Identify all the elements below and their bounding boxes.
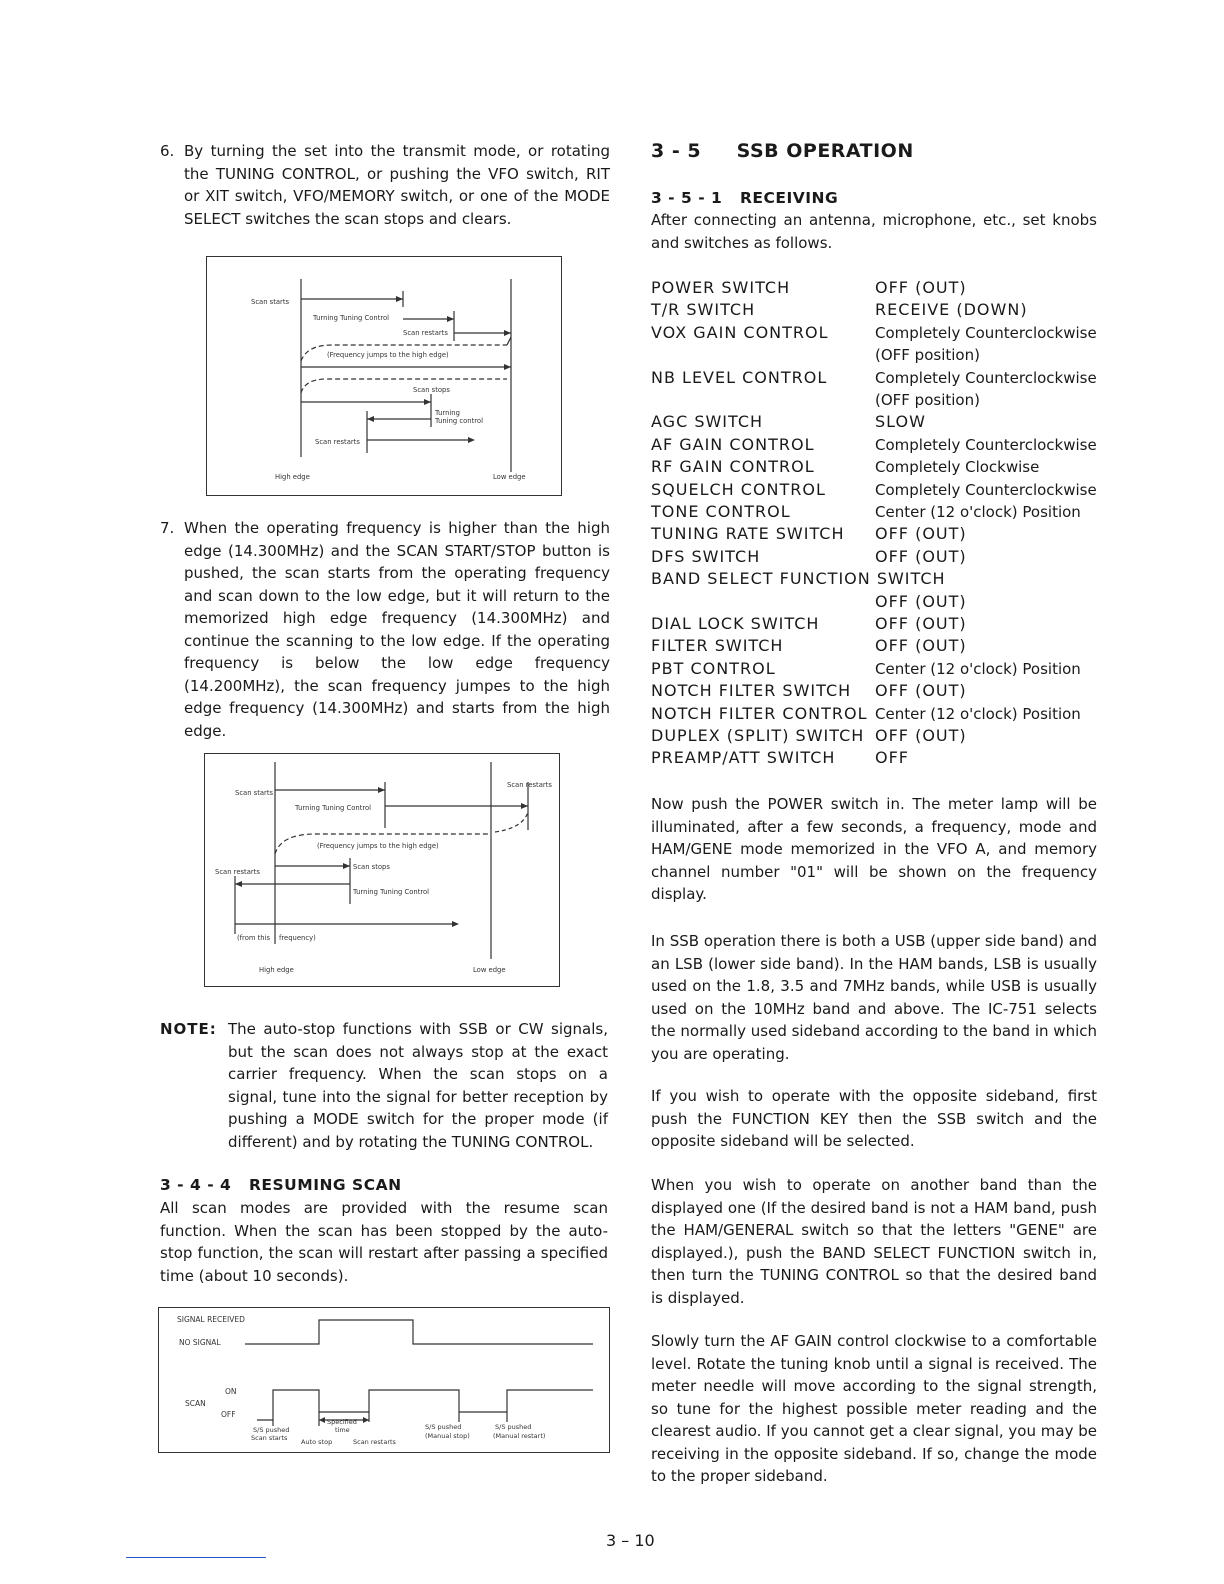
paragraph-opposite-sideband: If you wish to operate with the opposite sideband, first push the FUNCTION KEY then the SSB switch and the opposite sideband will be selected. xyxy=(651,1087,1097,1150)
label-scan-stops: Scan stops xyxy=(353,863,390,871)
section-heading-resuming-scan: 3 - 4 - 4 RESUMING SCAN xyxy=(160,1176,402,1194)
intro-text: After connecting an antenna, microphone, etc., set knobs and switches as follows. xyxy=(651,211,1097,252)
paragraph-power-on: Now push the POWER switch in. The meter lamp will be illuminated, after a few seconds, a frequency, mode and HAM/GENE mode memorized in the VFO A, and memory channel number "01" will be shown on the frequency display. xyxy=(651,795,1097,903)
label-freq-jumps: (Frequency jumps to the high edge) xyxy=(327,351,449,359)
item-text: By turning the set into the transmit mode, or rotating the TUNING CONTROL, or pushing the VFO switch, RIT or XIT switch, VFO/MEMORY switch, or one of the MODE SELECT switches the scan stops and clears. xyxy=(184,142,610,228)
section-heading-ssb-operation: 3 - 5 SSB OPERATION xyxy=(651,140,914,162)
resume-timing-diagram xyxy=(158,1307,610,1453)
item-number: 7. xyxy=(160,519,175,537)
label-on: ON xyxy=(225,1387,237,1396)
label-signal-received: SIGNAL RECEIVED xyxy=(177,1315,245,1324)
label-auto-stop: Auto stop xyxy=(301,1438,333,1446)
label-no-signal: NO SIGNAL xyxy=(179,1338,221,1347)
label-scan-restarts-top: Scan restarts xyxy=(507,781,552,789)
label-scan-starts: Scan starts xyxy=(251,298,290,306)
label-high-edge: High edge xyxy=(259,966,294,974)
label-scan-starts: Scan starts xyxy=(251,1434,288,1442)
paragraph-af-gain: Slowly turn the AF GAIN control clockwise to a comfortable level. Rotate the tuning knob until a signal is received. The meter needle will move according to the signal strength, so tune for the highest possible meter reading and the clearest audio. If you cannot get a clear signal, you may be receiving in the opposite sideband. If so, change the mode to the proper sideband. xyxy=(651,1332,1097,1485)
label-scan-stops: Scan stops xyxy=(413,386,450,394)
item-text: When the operating frequency is higher than the high edge (14.300MHz) and the SCAN START/STOP button is pushed, the scan starts from the operating frequency and scan down to the low edge, but it will return to the memorized high edge frequency (14.300MHz) and continue the scanning to the low edge. If the operating frequency is below the low edge frequency (14.200MHz), the scan frequency jumpes to the high edge frequency (14.300MHz) and starts from the high edge. xyxy=(184,519,610,740)
paragraph-band-select: When you wish to operate on another band than the displayed one (If the desired band is not a HAM band, push the HAM/GENERAL switch so that the letters "GENE" are displayed.), push the BAND SELECT FUNCTION switch in, then turn the TUNING CONTROL so that the desired band is displayed. xyxy=(651,1176,1097,1307)
label-scan-restarts: Scan restarts xyxy=(215,868,260,876)
note-text: The auto-stop functions with SSB or CW signals, but the scan does not always stop at the exact carrier frequency. When the scan stops on a signal, tune into the signal for better reception by pushing a MODE switch for the proper mode (if different) and by rotating the TUNING CONTROL. xyxy=(228,1020,608,1151)
label-turning-tuning-control: Turning Tuning Control xyxy=(313,314,390,322)
label-scan-starts: Scan starts xyxy=(235,789,274,797)
label-turning-tuning-control-2: Turning Tuning Control xyxy=(353,888,430,896)
subsection-heading-receiving: 3 - 5 - 1 RECEIVING xyxy=(651,189,839,207)
label-ss-pushed-2: S/S pushed xyxy=(425,1423,462,1431)
label-scan-restarts: Scan restarts xyxy=(403,329,448,337)
label-low-edge: Low edge xyxy=(493,473,526,481)
label-high-edge: High edge xyxy=(275,473,310,481)
label-from-this: (from this xyxy=(237,934,271,942)
label-time: time xyxy=(335,1426,350,1434)
list-item-7 xyxy=(160,517,610,740)
label-low-edge: Low edge xyxy=(473,966,506,974)
list-item-6 xyxy=(160,140,610,232)
page-number: 3 – 10 xyxy=(606,1531,655,1550)
label-tuning-control: Tuning control xyxy=(435,417,483,425)
note-label: NOTE: xyxy=(160,1020,217,1038)
label-ss-pushed-3: S/S pushed xyxy=(495,1423,532,1431)
label-manual-restart: (Manual restart) xyxy=(493,1432,546,1440)
item-number: 6. xyxy=(160,142,175,160)
label-scan-restarts-2: Scan restarts xyxy=(315,438,360,446)
label-manual-stop: (Manual stop) xyxy=(425,1432,470,1440)
scan-diagram-1 xyxy=(206,256,562,496)
label-specified: Specified xyxy=(327,1418,357,1426)
footer-divider xyxy=(126,1557,266,1558)
label-turning-tuning-control: Turning Tuning Control xyxy=(295,804,372,812)
label-ss-pushed: S/S pushed xyxy=(253,1426,290,1434)
label-off: OFF xyxy=(221,1410,236,1419)
resume-text: All scan modes are provided with the resume scan function. When the scan has been stopped by the auto-stop function, the scan will restart after passing a specified time (about 10 seconds). xyxy=(160,1199,608,1285)
label-freq-jumps: (Frequency jumps to the high edge) xyxy=(317,842,439,850)
label-scan-restarts: Scan restarts xyxy=(353,1438,396,1446)
label-turning: Turning xyxy=(435,409,460,417)
paragraph-sideband: In SSB operation there is both a USB (upper side band) and an LSB (lower side band). In the HAM bands, LSB is usually used on the 1.8, 3.5 and 7MHz bands, while USB is usually used on the 10MHz band and above. The IC-751 selects the normally used sideband according to the band in which you are operating. xyxy=(651,932,1097,1063)
scan-diagram-2 xyxy=(204,753,560,987)
label-scan: SCAN xyxy=(185,1399,206,1408)
label-frequency: frequency) xyxy=(279,934,316,942)
